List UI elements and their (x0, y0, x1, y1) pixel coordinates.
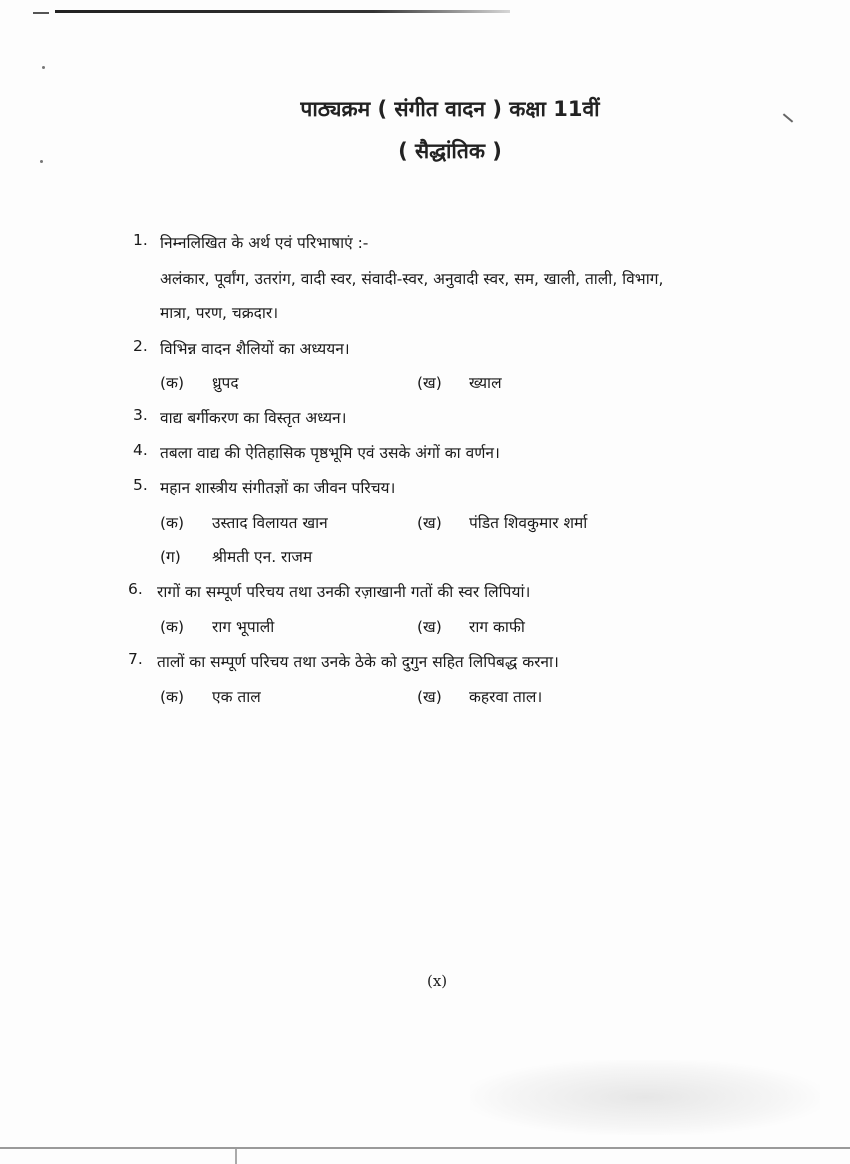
item-text: तबला वाद्य की ऐतिहासिक पृष्ठभूमि एवं उसके अंगों का वर्णन। (160, 444, 500, 462)
sub-item (417, 615, 525, 637)
sub-item-text: राग काफी (469, 618, 525, 636)
item-text: निम्नलिखित के अर्थ एवं परिभाषाएं :- (160, 234, 369, 252)
sub-item-marker: (ख) (417, 374, 442, 392)
sub-item (160, 615, 274, 637)
item-number: 3. (133, 406, 148, 424)
sub-item-text: पंडित शिवकुमार शर्मा (469, 514, 588, 532)
sub-item-text: कहरवा ताल। (469, 688, 543, 706)
item-text: विभिन्न वादन शैलियों का अध्ययन। (160, 340, 350, 358)
sub-item-text: राग भूपाली (212, 618, 275, 636)
sub-item-marker: (क) (160, 374, 184, 392)
sub-item (417, 685, 542, 707)
sub-item-marker: (ख) (417, 618, 442, 636)
item-text: तालों का सम्पूर्ण परिचय तथा उनके ठेके को दुगुन सहित लिपिबद्ध करना। (157, 653, 559, 671)
scan-corner-mark (33, 12, 49, 14)
page-number: (x) (427, 972, 448, 990)
sub-item (160, 545, 312, 567)
sub-item (160, 685, 261, 707)
sub-item (417, 371, 502, 393)
scan-bottom-line (0, 1147, 850, 1149)
sub-item-marker: (क) (160, 618, 184, 636)
sub-item (417, 511, 587, 533)
sub-item-marker: (ख) (417, 514, 442, 532)
item-text: रागों का सम्पूर्ण परिचय तथा उनकी रज़ाखानी गतों की स्वर लिपियां। (157, 583, 531, 601)
sub-item-marker: (क) (160, 514, 184, 532)
item-continuation: अलंकार, पूर्वांग, उतरांग, वादी स्वर, संवादी-स्वर, अनुवादी स्वर, सम, खाली, ताली, विभाग, (160, 270, 664, 288)
scan-dot (42, 66, 45, 69)
item-number: 4. (133, 441, 148, 459)
page-subtitle: ( सैद्धांतिक ) (398, 139, 502, 163)
item-number: 1. (133, 231, 148, 249)
scan-top-line (55, 10, 510, 13)
item-text: महान शास्त्रीय संगीतज्ञों का जीवन परिचय। (160, 479, 396, 497)
page-title: पाठ्यक्रम ( संगीत वादन ) कक्षा 11वीं (300, 97, 600, 121)
sub-item-text: ध्रुपद (212, 374, 239, 392)
item-number: 7. (128, 650, 143, 668)
item-text: वाद्य बर्गीकरण का विस्तृत अध्यन। (160, 409, 347, 427)
item-number: 2. (133, 337, 148, 355)
scan-bottom-stub (235, 1149, 237, 1164)
sub-item-marker: (ग) (160, 548, 181, 566)
sub-item-text: एक ताल (212, 688, 261, 706)
sub-item-marker: (क) (160, 688, 184, 706)
scan-smudge (470, 1060, 820, 1135)
sub-item-text: श्रीमती एन. राजम (212, 548, 313, 566)
item-number: 5. (133, 476, 148, 494)
sub-item-marker: (ख) (417, 688, 442, 706)
item-number: 6. (128, 580, 143, 598)
sub-item-text: उस्ताद विलायत खान (212, 514, 328, 532)
sub-item (160, 371, 239, 393)
item-continuation: मात्रा, परण, चक्रदार। (160, 304, 279, 322)
sub-item (160, 511, 328, 533)
sub-item-text: ख्याल (469, 374, 502, 392)
